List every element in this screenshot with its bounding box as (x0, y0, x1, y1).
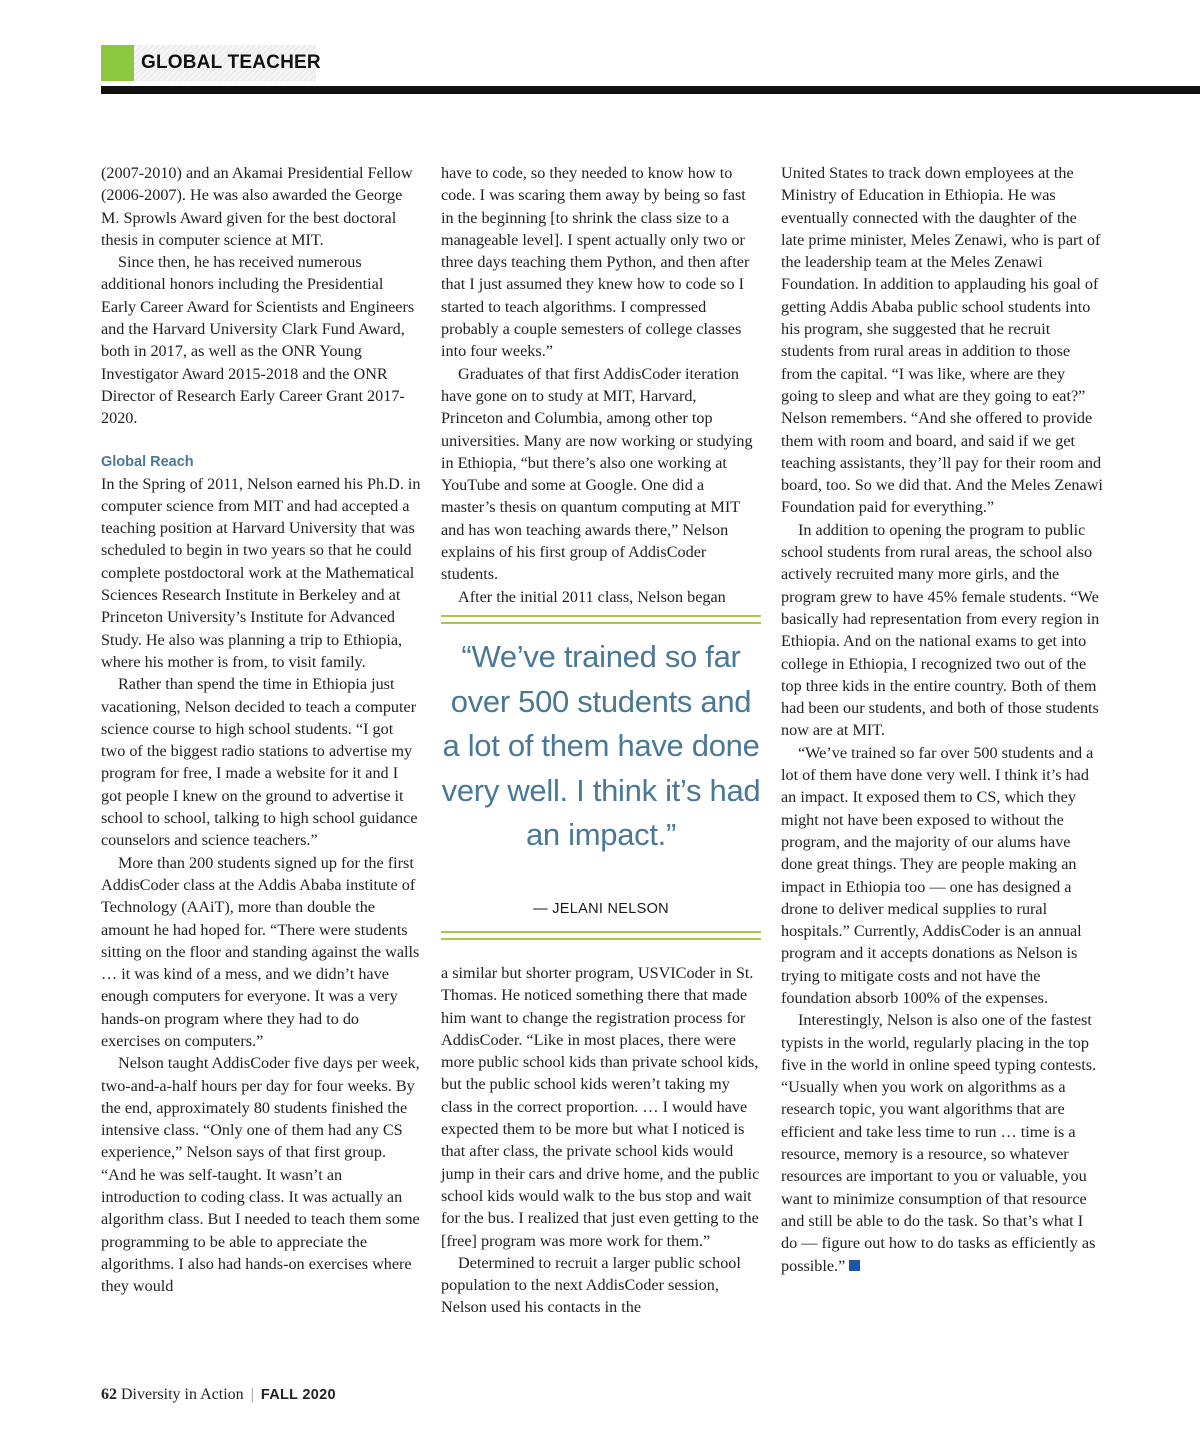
subheading-global-reach: Global Reach (101, 453, 194, 470)
publication-name: Diversity in Action (121, 1386, 244, 1403)
paragraph: have to code, so they needed to know how to code. I was scaring them away by being so fast in the beginning [to shrink the class size to a manageable level]. I spent actually only two or three days teaching them Python, and then after that I just assumed they knew how to code so I started to teach algorithms. I compressed probably a couple semesters of college classes into four weeks.” (441, 164, 750, 361)
section-label: GLOBAL TEACHER (141, 52, 321, 73)
pull-quote (441, 615, 761, 943)
issue-label: FALL 2020 (260, 1387, 336, 1403)
end-of-article-mark (849, 1260, 860, 1271)
paragraph: Determined to recruit a larger public school population to the next AddisCoder session, Nelson used his contacts in the (441, 1253, 741, 1317)
article-column-1 (101, 162, 421, 1298)
pull-quote-rule-bottom (441, 931, 761, 940)
paragraph: a similar but shorter program, USVICoder in St. Thomas. He noticed something there that made him want to change the registration process for AddisCoder. “Like in most places, there were more public school kids than private school kids, but the public school kids weren’t taking my class in the correct proportion. … I would have expected them to be more but what I noticed is that after class, the private school kids would jump in their cars and drive home, and the public school kids would walk to the bus stop and wait for the bus. I realized that just even getting to the [free] program was more work for them.” (441, 964, 760, 1250)
paragraph: Graduates of that first AddisCoder iteration have gone on to study at MIT, Harvard, Princeton and Columbia, among other top universities. Many are now working or studying in Ethiopia, “but there’s also one working at YouTube and some at Google. One did a master’s thesis on quantum computing at MIT and has won teaching awards there,” Nelson explains of his first group of AddisCoder students. (441, 364, 753, 584)
paragraph: “We’ve trained so far over 500 students and a lot of them have done very well. I think it’s had an impact. It exposed them to CS, which they might not have been exposed to without the program, and the majority of our alums have done great things. They are people making an impact in Ethiopia too — one has designed a drone to deliver medical supplies to rural hospitals.” Currently, AddisCoder is an annual program and it accepts donations as Nelson is trying to mitigate costs and not have the foundation absorb 100% of the expenses. (781, 743, 1094, 1007)
paragraph: Since then, he has received numerous additional honors including the Presidential Early Career Award for Scientists and Engineers and the Harvard University Clark Fund Award, both in 2017, as well as the ONR Young Investigator Award 2015-2018 and the ONR Director of Research Early Career Grant 2017-2020. (101, 253, 415, 428)
paragraph: Nelson taught AddisCoder five days per week, two-and-a-half hours per day for four weeks. By the end, approximately 80 students finished the intensive class. “Only one of them had any CS experience,” Nelson says of that first group. “And he was self-taught. It wasn’t an introduction to coding class. It was actually an algorithm class. But I needed to teach them some programming to be able to appreciate the algorithms. I also had hands-on exercises where they would (101, 1054, 420, 1296)
page-footer (101, 1386, 336, 1404)
paragraph: United States to track down employees at the Ministry of Education in Ethiopia. He was eventually connected with the daughter of the late prime minister, Meles Zenawi, who is part of the leadership team at the Meles Zenawi Foundation. In addition to applauding his goal of getting Addis Ababa public school students into his program, she suggested that he recruit students from rural areas in addition to those from the capital. “I was like, where are they going to sleep and what are they going to eat?” Nelson remembers. “And she offered to provide them with room and board, and said if we get teaching assistants, they’ll pay for their room and board, too. So we did that. And the Meles Zenawi Foundation paid for everything.” (781, 164, 1103, 517)
article-column-2-top (441, 162, 761, 608)
paragraph-text: Interestingly, Nelson is also one of the fastest typists in the world, regularly placing in the top five in the world in online speed typing contests. “Usually when you work on algorithms as a research topic, you want algorithms that are efficient and take less time to run … time is a resource, memory is a resource, so whatever resources are important to you or valuable, you want to minimize consumption of that resource and still be able to do the task. So that’s what I do — figure out how to do tasks as efficiently as possible.” (781, 1011, 1097, 1275)
paragraph-final (781, 1009, 1103, 1277)
footer-separator: | (250, 1386, 254, 1403)
paragraph: More than 200 students signed up for the first AddisCoder class at the Addis Ababa institute of Technology (AAiT), more than double the amount he had hoped for. “There were students sitting on the floor and standing against the walls … it was kind of a mess, and we didn’t have enough computers for everyone. It was a very hands-on program where they had to do exercises on computers.” (101, 853, 420, 1050)
paragraph: In addition to opening the program to public school students from rural areas, the school also actively recruited many more girls, and the program grew to have 45% female students. “We basically had representation from every region in Ethiopia. And on the national exams to get into college in Ethiopia, I recognized two out of the top three kids in the entire country. Both of them had been our students, and both of those students now are at MIT. (781, 520, 1100, 740)
paragraph: After the initial 2011 class, Nelson began (458, 587, 726, 606)
section-accent-square (101, 45, 134, 81)
paragraph: Rather than spend the time in Ethiopia just vacationing, Nelson decided to teach a computer science course to high school students. “I got two of the biggest radio stations to advertise my program for free, I made a website for it and I got people I knew on the ground to advertise it school to school, talking to high school guidance counselors and science teachers.” (101, 675, 418, 850)
pull-quote-rule-top (441, 615, 761, 624)
pull-quote-attribution: — JELANI NELSON (533, 901, 669, 917)
pull-quote-text: “We’ve trained so far over 500 students and a lot of them have done very well. I think it’s had an impact.” (441, 639, 761, 853)
paragraph: In the Spring of 2011, Nelson earned his Ph.D. in computer science from MIT and had accepted a teaching position at Harvard University that was scheduled to begin in two years so that he could complete postdoctoral work at the Mathematical Sciences Research Institute in Berkeley and at Princeton University’s Institute for Advanced Study. He also was planning a trip to Ethiopia, where his mother is from, to visit family. (101, 474, 421, 671)
page-number: 62 (101, 1386, 117, 1403)
header-rule (101, 86, 1200, 94)
section-header (101, 45, 321, 81)
article-column-2-bottom (441, 962, 761, 1319)
article-column-3 (781, 162, 1103, 1277)
paragraph: (2007-2010) and an Akamai Presidential Fellow (2006-2007). He was also awarded the George M. Sprowls Award given for the best doctoral thesis in computer science at MIT. (101, 164, 413, 249)
